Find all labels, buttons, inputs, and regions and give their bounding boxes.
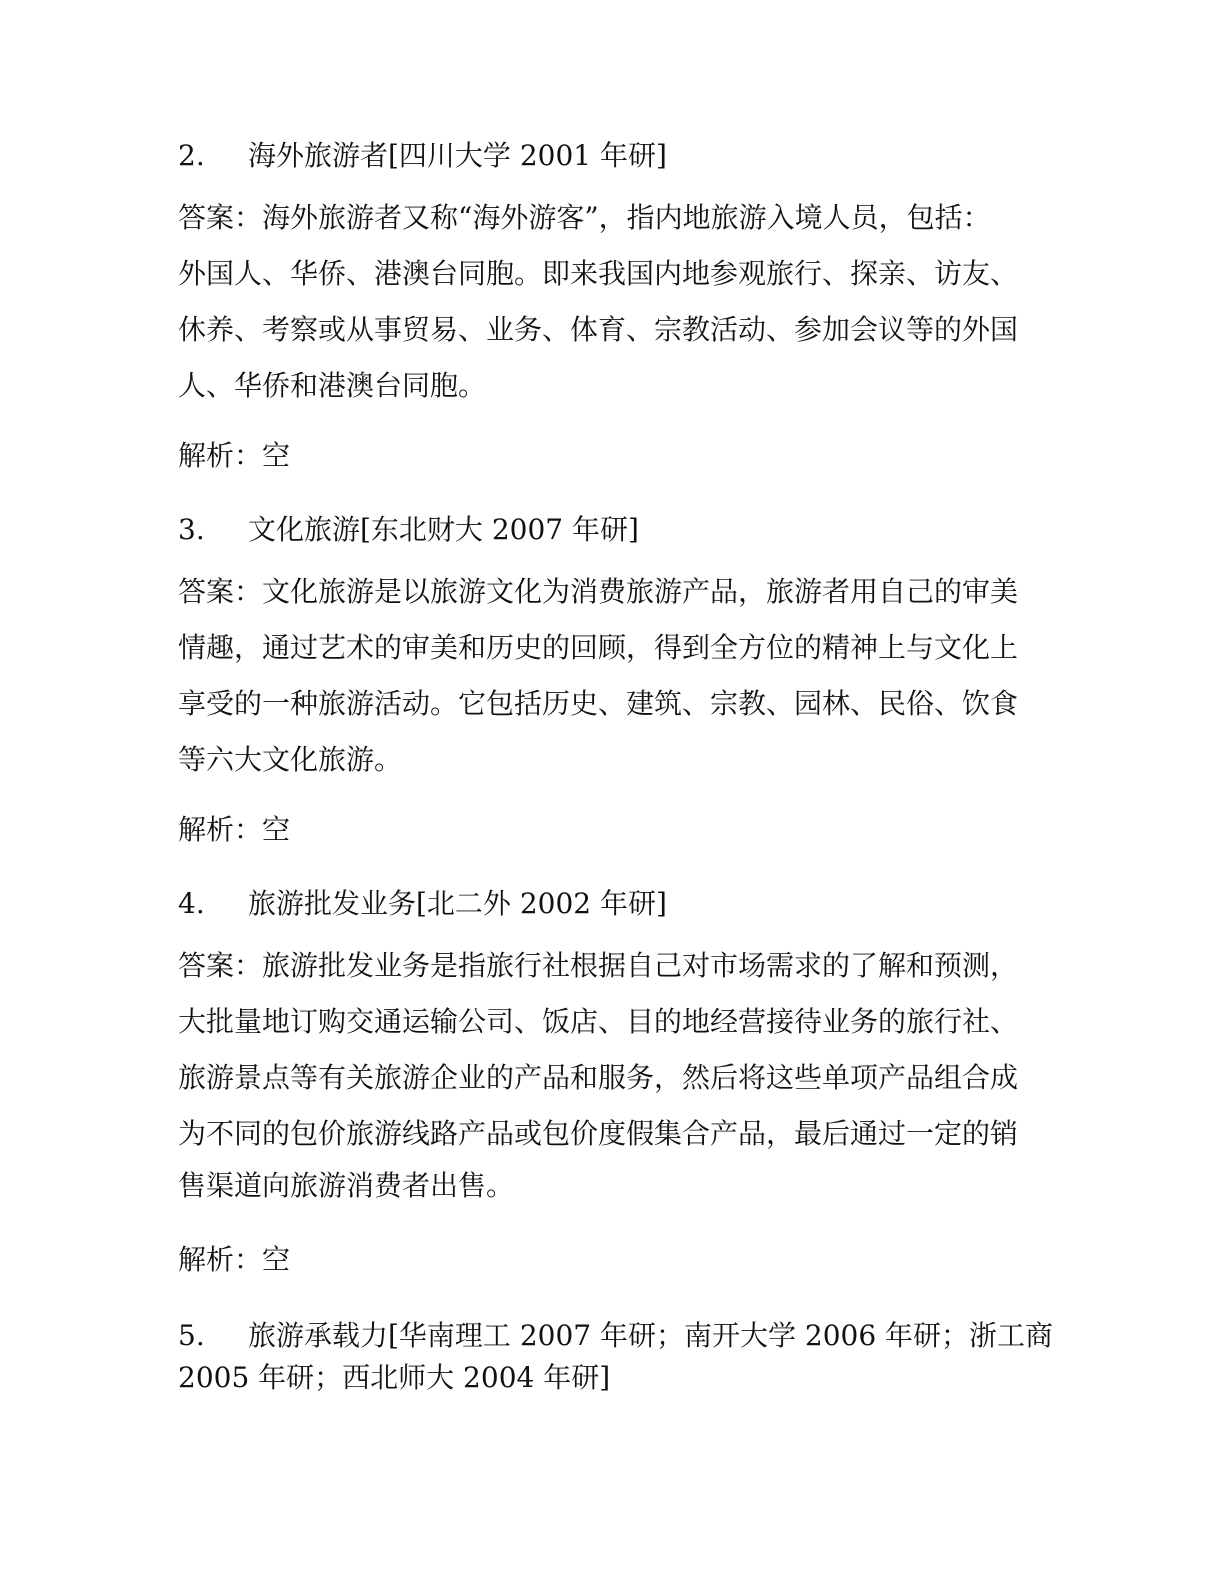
analysis-line: 解析：空 [178, 813, 291, 846]
answer-line: 情趣，通过艺术的审美和历史的回顾，得到全方位的精神上与文化上 [178, 631, 1019, 664]
answer-line: 等六大文化旅游。 [178, 743, 403, 776]
answer-line: 答案：旅游批发业务是指旅行社根据自己对市场需求的了解和预测， [178, 949, 1019, 982]
answer-line: 旅游景点等有关旅游企业的产品和服务，然后将这些单项产品组合成 [178, 1061, 1019, 1094]
question-title: 海外旅游者[四川大学 2001 年研] [248, 139, 667, 172]
answer-line: 人、华侨和港澳台同胞。 [178, 369, 487, 402]
question-title: 文化旅游[东北财大 2007 年研] [248, 513, 639, 546]
question-number: 4. [178, 887, 205, 920]
answer-line: 外国人、华侨、港澳台同胞。即来我国内地参观旅行、探亲、访友、 [178, 257, 1019, 290]
answer-line: 售渠道向旅游消费者出售。 [178, 1169, 515, 1202]
answer-line: 答案：文化旅游是以旅游文化为消费旅游产品，旅游者用自己的审美 [178, 575, 1019, 608]
question-5-heading [178, 1316, 1053, 1356]
question-number: 2. [178, 139, 205, 172]
answer-line: 答案：海外旅游者又称“海外游客”，指内地旅游入境人员，包括： [178, 201, 991, 234]
question-3-heading [178, 510, 639, 550]
answer-line: 大批量地订购交通运输公司、饭店、目的地经营接待业务的旅行社、 [178, 1005, 1019, 1038]
analysis-line: 解析：空 [178, 439, 291, 472]
question-number: 5. [178, 1319, 205, 1352]
question-4-heading [178, 884, 667, 924]
answer-line: 享受的一种旅游活动。它包括历史、建筑、宗教、园林、民俗、饮食 [178, 687, 1019, 720]
question-2-heading [178, 136, 667, 176]
analysis-line: 解析：空 [178, 1243, 291, 1276]
question-title: 旅游承载力[华南理工 2007 年研；南开大学 2006 年研；浙工商 [248, 1319, 1054, 1352]
answer-line: 休养、考察或从事贸易、业务、体育、宗教活动、参加会议等的外国 [178, 313, 1019, 346]
question-number: 3. [178, 513, 205, 546]
answer-line: 为不同的包价旅游线路产品或包价度假集合产品，最后通过一定的销 [178, 1117, 1019, 1150]
question-title-continuation: 2005 年研；西北师大 2004 年研] [178, 1361, 611, 1394]
question-title: 旅游批发业务[北二外 2002 年研] [248, 887, 667, 920]
